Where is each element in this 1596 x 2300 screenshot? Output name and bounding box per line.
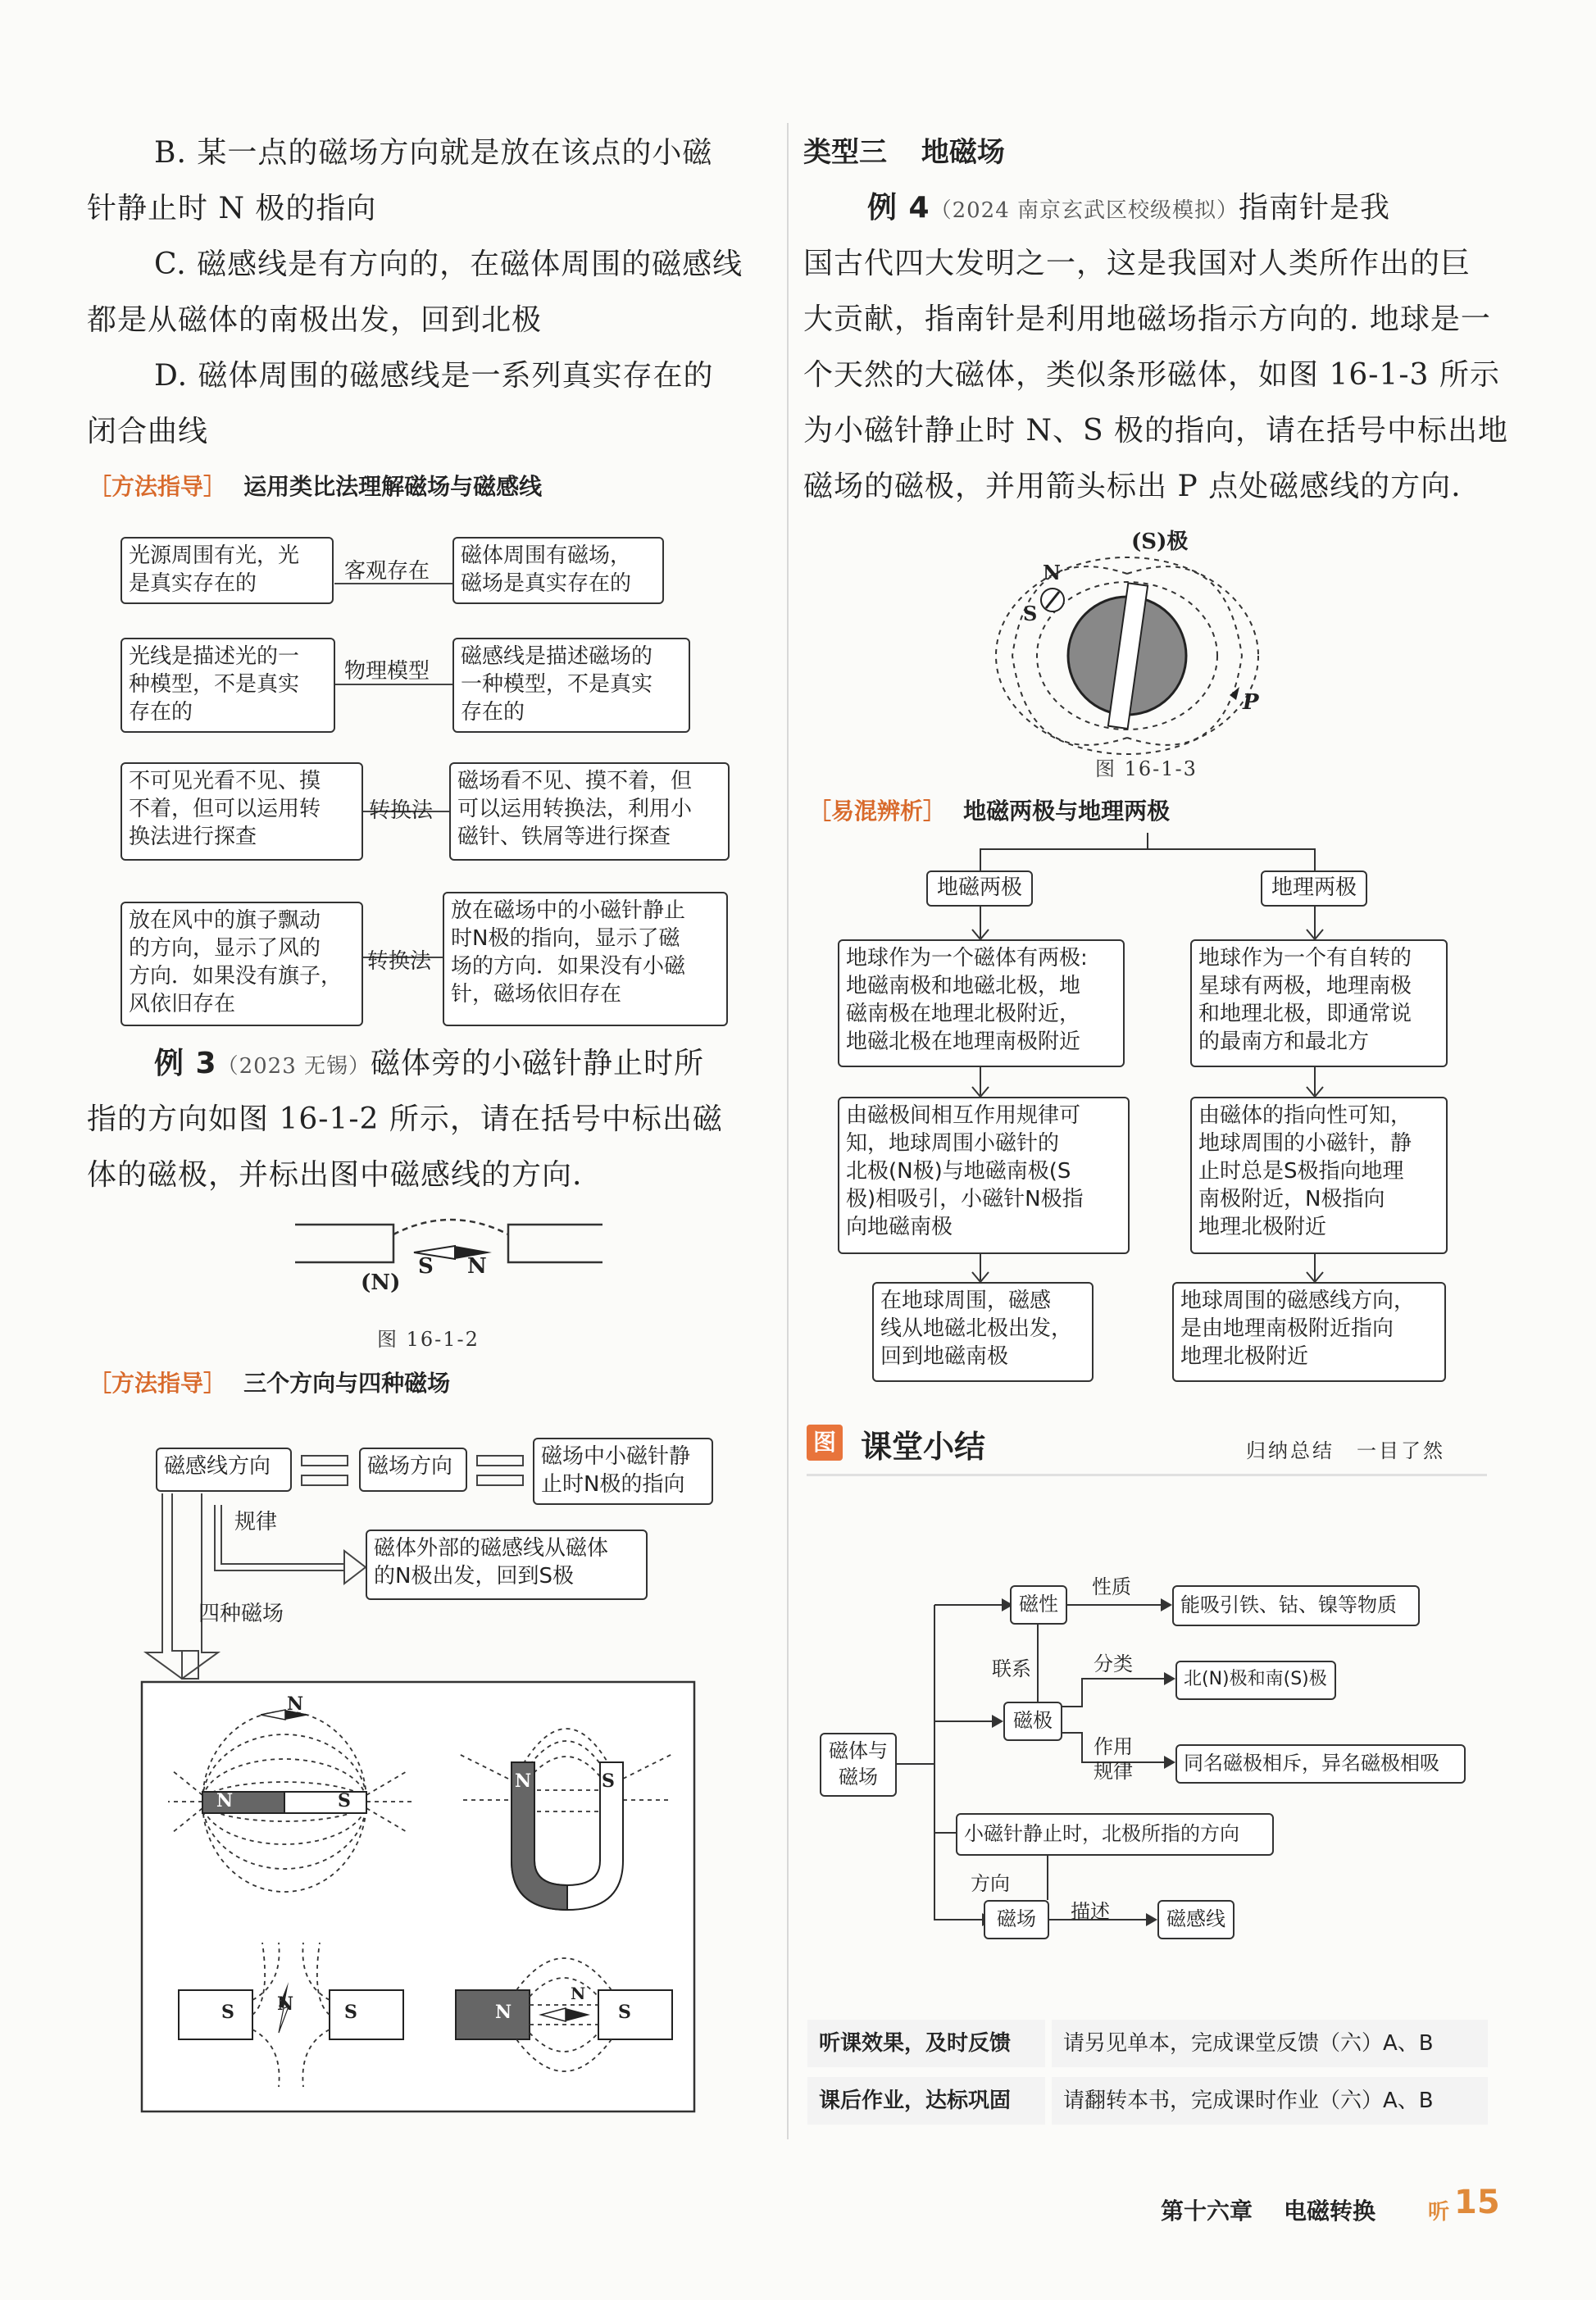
bar-magnet-s: S: [338, 1790, 351, 1811]
bar-needle-n: N: [287, 1693, 304, 1715]
option-d-line1: D. 磁体周围的磁感线是一系列真实存在的: [154, 359, 714, 393]
like-needle-n: N: [277, 1993, 294, 2015]
feedback-row-2-label: 课后作业，达标巩固: [807, 2077, 1045, 2125]
analogy-mid-4: 转换法: [367, 949, 432, 974]
type3-title: 类型三: [803, 136, 887, 169]
method2-tag: ［方法指导］: [89, 1370, 227, 1397]
map-effect-label: 作用 规律: [1094, 1735, 1133, 1783]
map-property-box: 能吸引铁、钴、镍等物质: [1172, 1585, 1420, 1626]
bar-magnet-n: N: [216, 1790, 234, 1811]
example3-text1: 磁体旁的小磁针静止时所: [371, 1047, 705, 1080]
analogy-right-4: 放在磁场中的小磁针静止 时N极的指向，显示了磁 场的方向．如果没有小磁 针，磁场依旧存在: [443, 892, 728, 1026]
example4-line5: 为小磁针静止时 N、S 极的指向，请在括号中标出地: [803, 414, 1509, 448]
feedback-row-2-text: 请翻转本书，完成课时作业（六）A、B: [1052, 2077, 1488, 2125]
option-d-line2: 闭合曲线: [87, 415, 209, 448]
map-effect-box: 同名磁极相斥，异名磁极相吸: [1175, 1744, 1466, 1784]
example4-line4: 个天然的大磁体，类似条形磁体，如图 16-1-3 所示: [803, 358, 1500, 392]
example3-line2: 指的方向如图 16-1-2 所示，请在括号中标出磁: [87, 1102, 723, 1136]
footer-chapter: 第十六章: [1161, 2198, 1253, 2225]
fig3-needle-n: N: [1043, 561, 1061, 584]
footer-page-number: 15: [1454, 2184, 1500, 2221]
analogy-right-1: 磁体周围有磁场， 磁场是真实存在的: [452, 537, 664, 604]
example3-label: 例 3: [154, 1047, 217, 1080]
example4-line2: 国古代四大发明之一，这是我国对人类所作出的巨: [803, 247, 1471, 280]
like-left-s: S: [221, 2002, 234, 2023]
analogy-left-1: 光源周围有光，光 是真实存在的: [120, 537, 334, 604]
dir-box-needle: 磁场中小磁针静 止时N极的指向: [533, 1438, 713, 1505]
analogy-right-3: 磁场看不见、摸不着，但 可以运用转换法，利用小 磁针、铁屑等进行探查: [449, 762, 730, 861]
four-fields-label: 四种磁场: [198, 1602, 284, 1626]
analogy-mid-3: 转换法: [369, 798, 434, 823]
map-needle-box: 小磁针静止时，北极所指的方向: [956, 1813, 1274, 1856]
summary-title: 课堂小结: [861, 1429, 986, 1465]
example4-text1: 指南针是我: [1239, 191, 1391, 225]
geomagnetic-box-3: 在地球周围，磁感 线从地磁北极出发， 回到地磁南极: [872, 1282, 1094, 1382]
example3-line3: 体的磁极，并标出图中磁感线的方向.: [87, 1158, 583, 1192]
dir-box-field-lines: 磁感线方向: [156, 1448, 292, 1492]
map-relation-label: 联系: [992, 1657, 1031, 1680]
analogy-right-2: 磁感线是描述磁场的 一种模型，不是真实 存在的: [452, 638, 690, 733]
method2-title: 三个方向与四种磁场: [243, 1370, 451, 1397]
u-magnet-s: S: [602, 1770, 615, 1792]
confuse-title: 地磁两极与地理两极: [963, 798, 1171, 825]
example4-line6: 磁场的磁极，并用箭头标出 P 点处磁感线的方向.: [803, 470, 1462, 503]
type3-name: 地磁场: [921, 136, 1005, 169]
unlike-right-s: S: [618, 2002, 631, 2023]
fig3-needle-s: S: [1023, 602, 1038, 625]
map-root: 磁体与 磁场: [820, 1733, 897, 1797]
option-c-line1: C. 磁感线是有方向的，在磁体周围的磁感线: [154, 248, 743, 281]
confuse-tag: ［易混辨析］: [808, 798, 947, 825]
analogy-left-3: 不可见光看不见、摸 不着，但可以运用转 换法进行探查: [120, 762, 363, 861]
map-classify-box: 北(N)极和南(S)极: [1175, 1661, 1336, 1700]
map-field-lines: 磁感线: [1157, 1900, 1235, 1939]
option-c-line2: 都是从磁体的南极出发，回到北极: [87, 303, 543, 337]
unlike-needle-n: N: [571, 1984, 586, 2003]
geomagnetic-box-2: 由磁极间相互作用规律可 知，地球周围小磁针的 北极(N极)与地磁南极(S 极)相吸引，小磁针N极指 向地磁南极: [838, 1097, 1130, 1254]
example3-source: （2023 无锡）: [216, 1054, 371, 1079]
summary-motto: 归纳总结 一目了然: [1246, 1439, 1445, 1462]
example4-source: （2024 南京玄武区校级模拟）: [930, 198, 1239, 223]
summary-icon: 图: [807, 1425, 843, 1461]
analogy-mid-2: 物理模型: [344, 659, 430, 684]
geographic-box-1: 地球作为一个有自转的 星球有两极，地理南极 和地理北极，即通常说 的最南方和最北方: [1190, 939, 1448, 1067]
map-pole: 磁极: [1003, 1702, 1062, 1741]
footer-ting: 听: [1428, 2200, 1450, 2225]
geographic-box-3: 地球周围的磁感线方向， 是由地理南极附近指向 地理北极附近: [1172, 1282, 1446, 1382]
feedback-row-1-text: 请另见单本，完成课堂反馈（六）A、B: [1052, 2020, 1488, 2067]
example4-label: 例 4: [867, 191, 930, 225]
feedback-row-1-label: 听课效果，及时反馈: [807, 2020, 1045, 2067]
dir-box-field: 磁场方向: [359, 1448, 467, 1492]
map-direction-label: 方向: [971, 1872, 1010, 1895]
map-describe-label: 描述: [1071, 1900, 1110, 1923]
fig3-top-pole: (S)极: [1131, 530, 1189, 554]
rule-box: 磁体外部的磁感线从磁体 的N极出发，回到S极: [366, 1530, 648, 1600]
feedback-row-1: [807, 2020, 1488, 2067]
analogy-left-4: 放在风中的旗子飘动 的方向，显示了风的 方向．如果没有旗子， 风依旧存在: [120, 902, 363, 1026]
head-geographic: 地理两极: [1261, 870, 1367, 907]
example4-line3: 大贡献，指南针是利用地磁场指示方向的. 地球是一: [803, 302, 1491, 336]
fig2-caption: 图 16-1-2: [377, 1328, 480, 1351]
map-classify-label: 分类: [1094, 1652, 1133, 1675]
map-property-label: 性质: [1092, 1575, 1131, 1598]
head-geomagnetic: 地磁两极: [926, 870, 1033, 907]
method-tag: ［方法指导］: [89, 473, 227, 500]
analogy-left-2: 光线是描述光的一 种模型，不是真实 存在的: [120, 638, 335, 733]
fig2-n-label: (N): [361, 1270, 401, 1295]
geomagnetic-box-1: 地球作为一个磁体有两极: 地磁南极和地磁北极，地 磁南极在地理北极附近， 地磁北极在地理南极附近: [838, 939, 1125, 1067]
map-magnetism: 磁性: [1010, 1585, 1067, 1625]
geographic-box-2: 由磁体的指向性可知， 地球周围的小磁针，静 止时总是S极指向地理 南极附近，N极指向 地理北极附近: [1190, 1097, 1448, 1254]
feedback-row-2: [807, 2077, 1488, 2125]
option-b-line1: B. 某一点的磁场方向就是放在该点的小磁: [154, 136, 713, 170]
u-magnet-n: N: [515, 1770, 532, 1792]
option-b-line2: 针静止时 N 极的指向: [87, 192, 377, 225]
fig3-caption: 图 16-1-3: [1095, 757, 1198, 780]
rule-label: 规律: [234, 1510, 278, 1534]
fig2-n: N: [467, 1254, 487, 1279]
map-field: 磁场: [984, 1900, 1049, 1939]
like-right-s: S: [344, 2002, 357, 2023]
fig2-s: S: [418, 1254, 434, 1279]
unlike-left-n: N: [495, 2002, 512, 2023]
analogy-mid-1: 客观存在: [344, 559, 430, 584]
fig3-point-p: P: [1243, 690, 1259, 715]
footer-title: 电磁转换: [1284, 2198, 1376, 2225]
method-title: 运用类比法理解磁场与磁感线: [243, 473, 543, 500]
